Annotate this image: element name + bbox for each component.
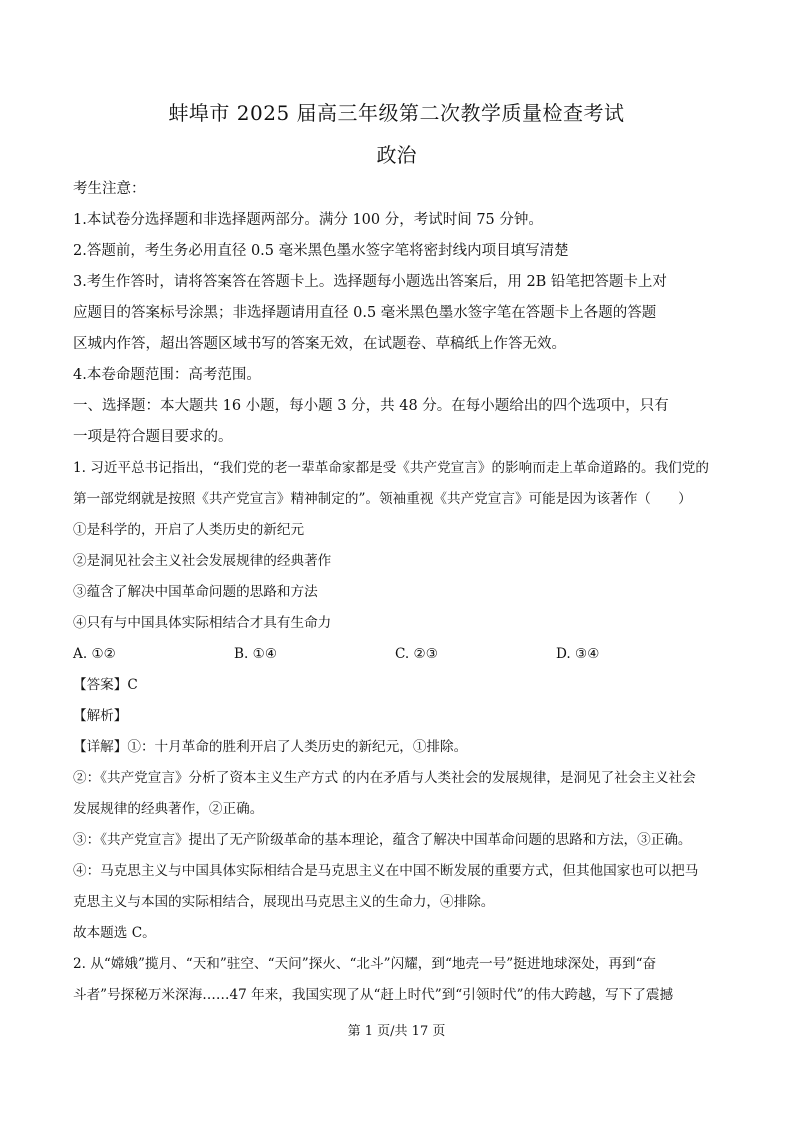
- notice-item-3-line-1: 3.考生作答时，请将答案答在答题卡上。选择题每小题选出答案后，用 2B 铅笔把答题卡上对: [73, 274, 667, 290]
- section-heading-line-1: 一、选择题：本大题共 16 小题，每小题 3 分，共 48 分。在每小题给出的四个选项中，只有: [73, 398, 669, 414]
- detail-1-text: ①：十月革命的胜利开启了人类历史的新纪元，①排除。: [127, 739, 468, 755]
- notice-item-2: 2.答题前，考生务必用直径 0.5 毫米黑色墨水签字笔将密封线内项目填写清楚: [73, 243, 569, 259]
- analysis-tag: 【解析】: [73, 708, 128, 724]
- notice-item-1: 1.本试卷分选择题和非选择题两部分。满分 100 分，考试时间 75 分钟。: [73, 212, 543, 228]
- exam-subject: 政治: [376, 143, 417, 167]
- conclusion: 故本题选 C。: [73, 925, 156, 941]
- section-heading-line-2: 一项是符合题目要求的。: [73, 429, 233, 445]
- question-1-stem-line-2: 第一部党纲就是按照《共产党宣言》精神制定的”。领袖重视《共产党宣言》可能是因为该著作（ ）: [73, 491, 692, 507]
- answer-value: C: [127, 677, 138, 693]
- detail-4-line-2: 克思主义与本国的实际相结合，展现出马克思主义的生命力，④排除。: [73, 894, 495, 910]
- question-1-stem-line-1: 1. 习近平总书记指出，“我们党的老一辈革命家都是受《共产党宣言》的影响而走上革命道路的。我们党的: [73, 460, 709, 476]
- exam-content: [73, 174, 725, 1011]
- detail-2-line-2: 发展规律的经典著作，②正确。: [73, 801, 264, 817]
- notice-item-3-line-3: 区城内作答，超出答题区域书写的答案无效，在试题卷、草稿纸上作答无效。: [73, 336, 566, 352]
- question-2-stem-line-2: 斗者”号探秘万米深海……47 年来，我国实现了从“赶上时代”到“引领时代”的伟大跨越，写下了震撼: [73, 987, 674, 1003]
- question-1-statement-1: ①是科学的，开启了人类历史的新纪元: [73, 522, 305, 538]
- question-2-stem-line-1: 2. 从“嫦娥”揽月、“天和”驻空、“天问”探火、“北斗”闪耀，到“地壳一号”挺进地球深处，再到“奋: [73, 956, 657, 972]
- option-a[interactable]: A. ①②: [73, 646, 116, 662]
- detail-3: ③：《共产党宣言》提出了无产阶级革命的基本理论，蕴含了解决中国革命问题的思路和方法，③正确。: [73, 832, 692, 848]
- question-1-statement-3: ③蕴含了解决中国革命问题的思路和方法: [73, 584, 318, 600]
- notice-item-4: 4.本卷命题范围：高考范围。: [73, 367, 261, 383]
- option-b[interactable]: B. ①④: [234, 646, 278, 662]
- detail-4-line-1: ④：马克思主义与中国具体实际相结合是马克思主义在中国不断发展的重要方式，但其他国家也可以把马: [73, 863, 699, 879]
- question-1-statement-2: ②是洞见社会主义社会发展规律的经典著作: [73, 553, 332, 569]
- answer-line: [73, 670, 725, 701]
- answer-tag: 【答案】: [73, 677, 128, 693]
- notice-heading: 考生注意：: [73, 181, 146, 197]
- page-footer: 第 1 页/共 17 页: [347, 1024, 446, 1039]
- option-c[interactable]: C. ②③: [395, 646, 438, 662]
- detail-line-1: [73, 732, 725, 763]
- analysis-line: [73, 701, 725, 732]
- question-1-options: [73, 639, 725, 670]
- option-d[interactable]: D. ③④: [556, 646, 600, 662]
- question-1-statement-4: ④只有与中国具体实际相结合才具有生命力: [73, 615, 332, 631]
- notice-item-3-line-2: 应题目的答案标号涂黑；非选择题请用直径 0.5 毫米黑色墨水签字笔在答题卡上各题的答题: [73, 305, 657, 321]
- exam-title: 蚌埠市 2025 届高三年级第二次教学质量检查考试: [168, 101, 625, 125]
- detail-tag: 【详解】: [73, 739, 128, 755]
- detail-2-line-1: ②：《共产党宣言》分析了资本主义生产方式 的内在矛盾与人类社会的发展规律，是洞见了社会主义社会: [73, 770, 696, 786]
